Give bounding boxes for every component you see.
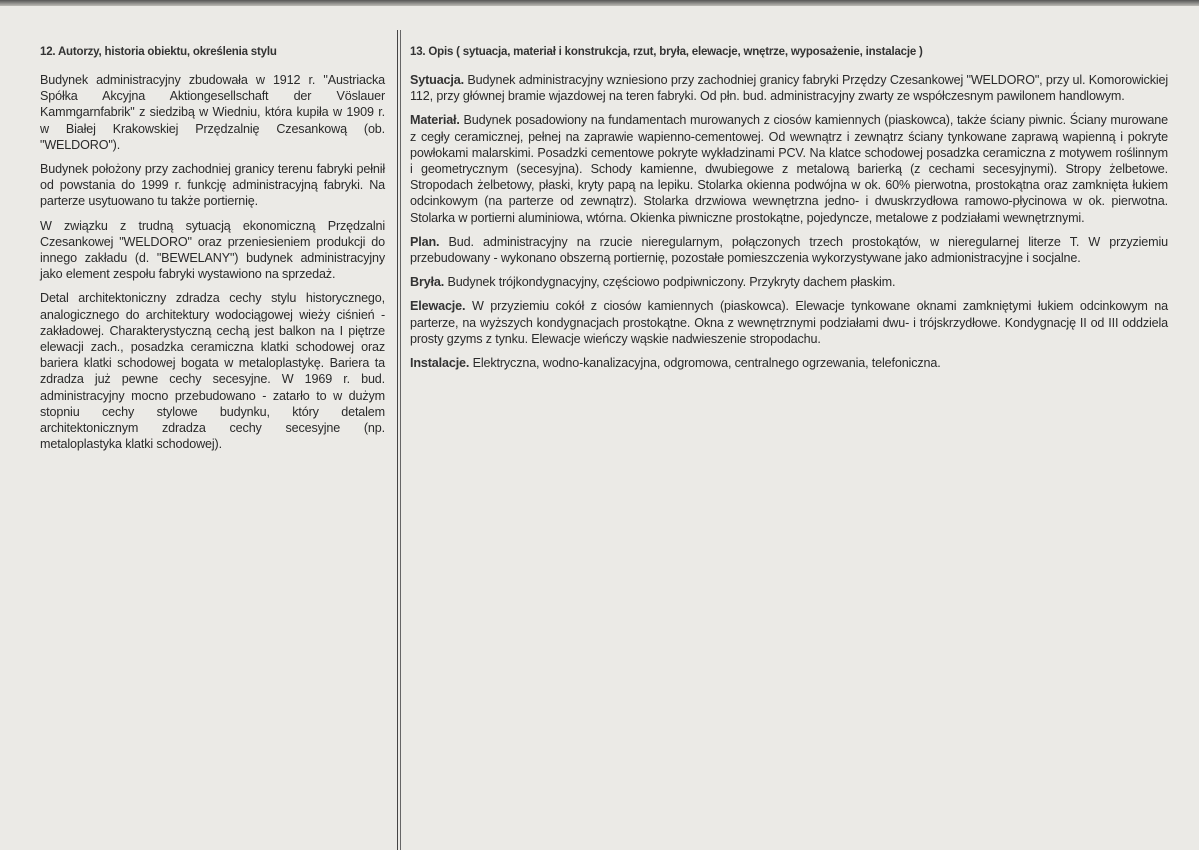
section-12-history bbox=[40, 46, 385, 460]
description-material bbox=[410, 112, 1168, 225]
column-divider bbox=[397, 30, 401, 850]
installations-label: Instalacje. bbox=[410, 356, 470, 371]
section-13-heading: 13. Opis ( sytuacja, materiał i konstrukcja, rzut, bryła, elewacje, wnętrze, wyposażenie, instalacje ) bbox=[410, 46, 923, 58]
material-text: Budynek posadowiony na fundamentach murowanych z ciosów kamiennych (piaskowca), także ściany piwnic. Ściany murowane z cegły ceramicznej, pełnej na zaprawie wapienno-cementowej. Od wewnątrz i zewnątrz ściany tynkowane zaprawą wapienną i pokryte powłokami malarskimi. Posadzki cementowe pokryte wykładzinami PCV. Na klatce schodowej posadzka ceramiczna z motywem roślinnym i geometrycznym (secesyjna). Schody kamienne, dwubiegowe z metalową barierką (z cechami secesyjnymi). Stropy żelbetowe. Stropodach żelbetowy, płaski, kryty papą na lepiku. Stolarka okienna podwójna w ok. 60% pierwotna, prostokątna oraz zamknięta łukiem odcinkowym (na parterze od zewnątrz). Stolarka drzwiowa wewnętrzna jedno- i dwuskrzydłowa ramowo-płycinowa w ok. pierwotna. Stolarka w portierni aluminiowa, wtórna. Okienka piwniczne prostokątne, pojedyncze, metalowe z podziałami wewnętrznymi. bbox=[410, 113, 1168, 225]
description-situation bbox=[410, 72, 1168, 104]
description-massing bbox=[410, 274, 1168, 290]
history-paragraph: Budynek położony przy zachodniej granicy terenu fabryki pełnił od powstania do 1999 r. funkcję administracyjną fabryki. Na parterze usytuowano tu także portiernię. bbox=[40, 162, 385, 209]
history-paragraph: Detal architektoniczny zdradza cechy stylu historycznego, analogicznego do architektury wodociągowej wieży ciśnień - zakładowej. Charakterystyczną cechą jest balkon na I piętrze elewacji zach., posadzka ceramiczna klatki schodowej oraz bariera klatki schodowej bogata w metaloplastykę. Bariera ta zdradza już pewne cechy secesyjne. W 1969 r. bud. administracyjny mocno przebudowano - zatarło to w dużym stopniu cechy stylowe budynku, który detalem architektonicznym zdradza cechy secesyjne (np. metaloplastyka klatki schodowej). bbox=[40, 291, 385, 452]
elevations-text: W przyziemiu cokół z ciosów kamiennych (piaskowca). Elewacje tynkowane oknami zamkniętymi łukiem odcinkowym na parterze, na wyższych kondygnacjach prostokątne. Okna z wewnętrznymi podziałami dwu- i trójskrzydłowe. Kondygnację II od III oddziela prosty gzyms z tynku. Elewacje wieńczy wąskie nadwieszenie stropodachu. bbox=[410, 299, 1168, 346]
plan-label: Plan. bbox=[410, 234, 440, 249]
description-installations bbox=[410, 355, 1168, 371]
scan-top-edge bbox=[0, 0, 1199, 6]
description-elevations bbox=[410, 298, 1168, 347]
section-12-heading: 12. Autorzy, historia obiektu, określenia stylu bbox=[40, 46, 277, 58]
material-label: Materiał. bbox=[410, 113, 460, 128]
massing-label: Bryła. bbox=[410, 275, 445, 290]
massing-text: Budynek trójkondygnacyjny, częściowo podpiwniczony. Przykryty dachem płaskim. bbox=[444, 275, 896, 290]
history-paragraph: W związku z trudną sytuacją ekonomiczną Przędzalni Czesankowej "WELDORO" oraz przeniesieniem produkcji do innego zakładu (d. "BEWELANY") budynek administracyjny jako element zespołu fabryki wystawiono na sprzedaż. bbox=[40, 218, 385, 282]
installations-text: Elektryczna, wodno-kanalizacyjna, odgromowa, centralnego ogrzewania, telefoniczna. bbox=[469, 356, 941, 371]
elevations-label: Elewacje. bbox=[410, 299, 466, 314]
history-paragraph: Budynek administracyjny zbudowała w 1912 r. "Austriacka Spółka Akcyjna Aktiongesellschaft der Vöslauer Kammgarnfabrik" z siedzibą w Wiedniu, która kupiła w 1909 r. w Białej Krakowskiej Przędzalnię Czesankową (ob. "WELDORO"). bbox=[40, 73, 385, 152]
section-13-description bbox=[410, 46, 1168, 379]
plan-text: Bud. administracyjny na rzucie nieregularnym, połączonych trzech prostokątów, w nieregularnej literze T. W przyziemiu przebudowany - wykonano obszerną portiernię, pozostałe pomieszczenia wykorzystywane jako admionistracyjne i socjalne. bbox=[410, 234, 1168, 266]
situation-label: Sytuacja. bbox=[410, 73, 464, 87]
description-plan bbox=[410, 234, 1168, 266]
situation-text: Budynek administracyjny wzniesiono przy zachodniej granicy fabryki Przędzy Czesankowej "WELDORO", przy ul. Komorowickiej 112, przy głównej bramie wjazdowej na teren fabryki. Od płn. bud. administracyjny zwarty ze współczesnym pawilonem handlowym. bbox=[410, 73, 1168, 104]
